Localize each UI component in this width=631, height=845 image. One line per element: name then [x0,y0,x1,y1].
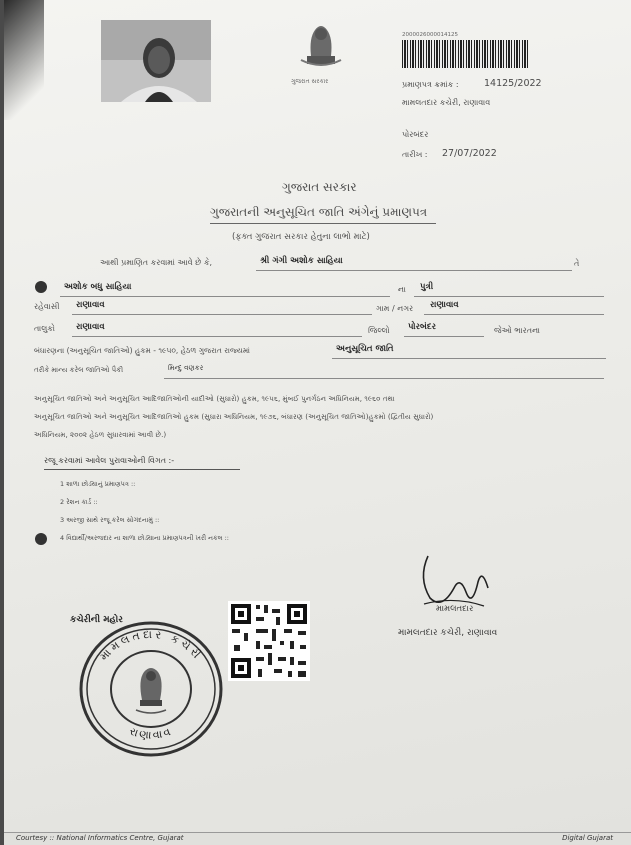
document-item: 4 વિદ્યાર્થી/અરજદાર ના શાળા છોડ્યાના પ્રમાણપત્રની ખરી નકલ :: [60,534,229,542]
certificate-page [4,0,631,845]
taluka-value: રાણાવાવ [76,322,105,332]
village-value: રાણાવાવ [430,300,459,310]
signatory-title: મામલતદાર [436,604,474,614]
certificate-number: 14125/2022 [484,78,542,89]
applicant-photo [101,20,211,102]
parent-name: અશોક બધુ સાહિયા [64,282,132,292]
order-text: બંધારણના (અનુસૂચિત જાતિઓ) હુકમ - ૧૯૫૦, હેઠળ ગુજરાત રાજ્યમાં [34,346,250,355]
certificate-subtitle: (ફક્ત ગુજરાત સરકાર હેતુના લાભો માટે) [232,232,370,242]
barcode-number: 2000026000014125 [402,32,458,38]
document-item: 1 શાળા છોડ્યાનું પ્રમાણપત્ર :: [60,480,136,488]
government-title: ગુજરાત સરકાર [282,180,357,194]
district-value: પોરબંદર [408,322,437,332]
na-label: ના [398,285,406,294]
village-label: ગામ / નગર [376,304,414,313]
legal-text-1: અનુસૂચિત જાતિઓ અને અનુસૂચિત આદિજાતિઓની યાદીઓ (સુધારો) હુકમ, ૧૯૫૬, મુંબઈ પુનર્ગઠન અધિનિયમ, ૧૯૬૦ તથા [34,394,395,403]
legal-text-3: અધિનિયમ, ૨૦૦૨ હેઠળ સુધારવામાં આવી છે.) [34,430,167,439]
residing-label: રહેવાસી [34,302,60,311]
certificate-title: ગુજરાતની અનુસૂચિત જાતિ અંગેનું પ્રમાણપત્ર [210,205,428,219]
seal-label: કચેરીની મહોર [70,615,123,625]
relation: પુત્રી [420,282,434,292]
caste-value: મિન્દુ વણકર [168,364,204,372]
state-suffix: જેઓ ભારતના [494,326,541,335]
seal-ring-bottom: રાણાવાવ [127,724,175,742]
document-item: 2 રેશન કાર્ડ :: [60,498,98,506]
punch-hole-icon [34,532,48,546]
punch-hole-icon [34,280,48,294]
footer-courtesy: Courtesy :: National Informatics Centre, Gujarat [16,834,184,842]
date-label: તારીખ : [402,150,428,159]
issuing-office: મામલતદાર કચેરી, રાણાવાવ [402,98,491,107]
barcode [402,40,528,68]
document-item: 3 અરજી સાથે રજૂ કરેલ સોગંદનામું :: [60,516,160,524]
taluka-label: તાલુકો [34,324,55,333]
qr-code [228,601,310,681]
residing-value: રાણાવાવ [76,300,105,310]
signatory-office: મામલતદાર કચેરી, રાણાવાવ [398,628,498,638]
header-district: પોરબંદર [402,130,429,139]
caste-label: તરીકે માન્ય કરેલ જાતિઓ પૈકી [34,366,124,374]
district-label: જિલ્લો [368,326,390,335]
seal-ring-top: મામલતદાર કચેરી [97,627,205,664]
emblem-caption: ગુજરાત સરકાર [291,78,329,85]
certificate-number-label: પ્રમાણપત્ર ક્રમાંક : [402,80,459,89]
footer-brand: Digital Gujarat [562,834,613,842]
certify-text: આથી પ્રમાણિત કરવામાં આવે છે કે, [100,258,213,267]
of-label: તે [574,259,580,268]
office-seal [78,620,224,758]
documents-heading: રજૂ કરવામાં આવેલ પુરાવાઓની વિગત :- [44,456,175,465]
caste-category: અનુસૂચિત જાતિ [336,344,394,354]
page-shadow [4,0,44,120]
applicant-name: શ્રી ગંગી અશોક સાહિયા [260,256,343,266]
state-emblem-icon [293,16,349,78]
footer [4,832,631,845]
issue-date: 27/07/2022 [442,148,497,159]
legal-text-2: અનુસૂચિત જાતિઓ અને અનુસૂચિત આદિજાતિઓ હુકમ (સુધારા અધિનિયમ, ૧૯૭૬, બંધારણ (અનુસૂચિત જાતિઓ)હુકમો (દ્વિતીય સુધારો) [34,412,434,421]
